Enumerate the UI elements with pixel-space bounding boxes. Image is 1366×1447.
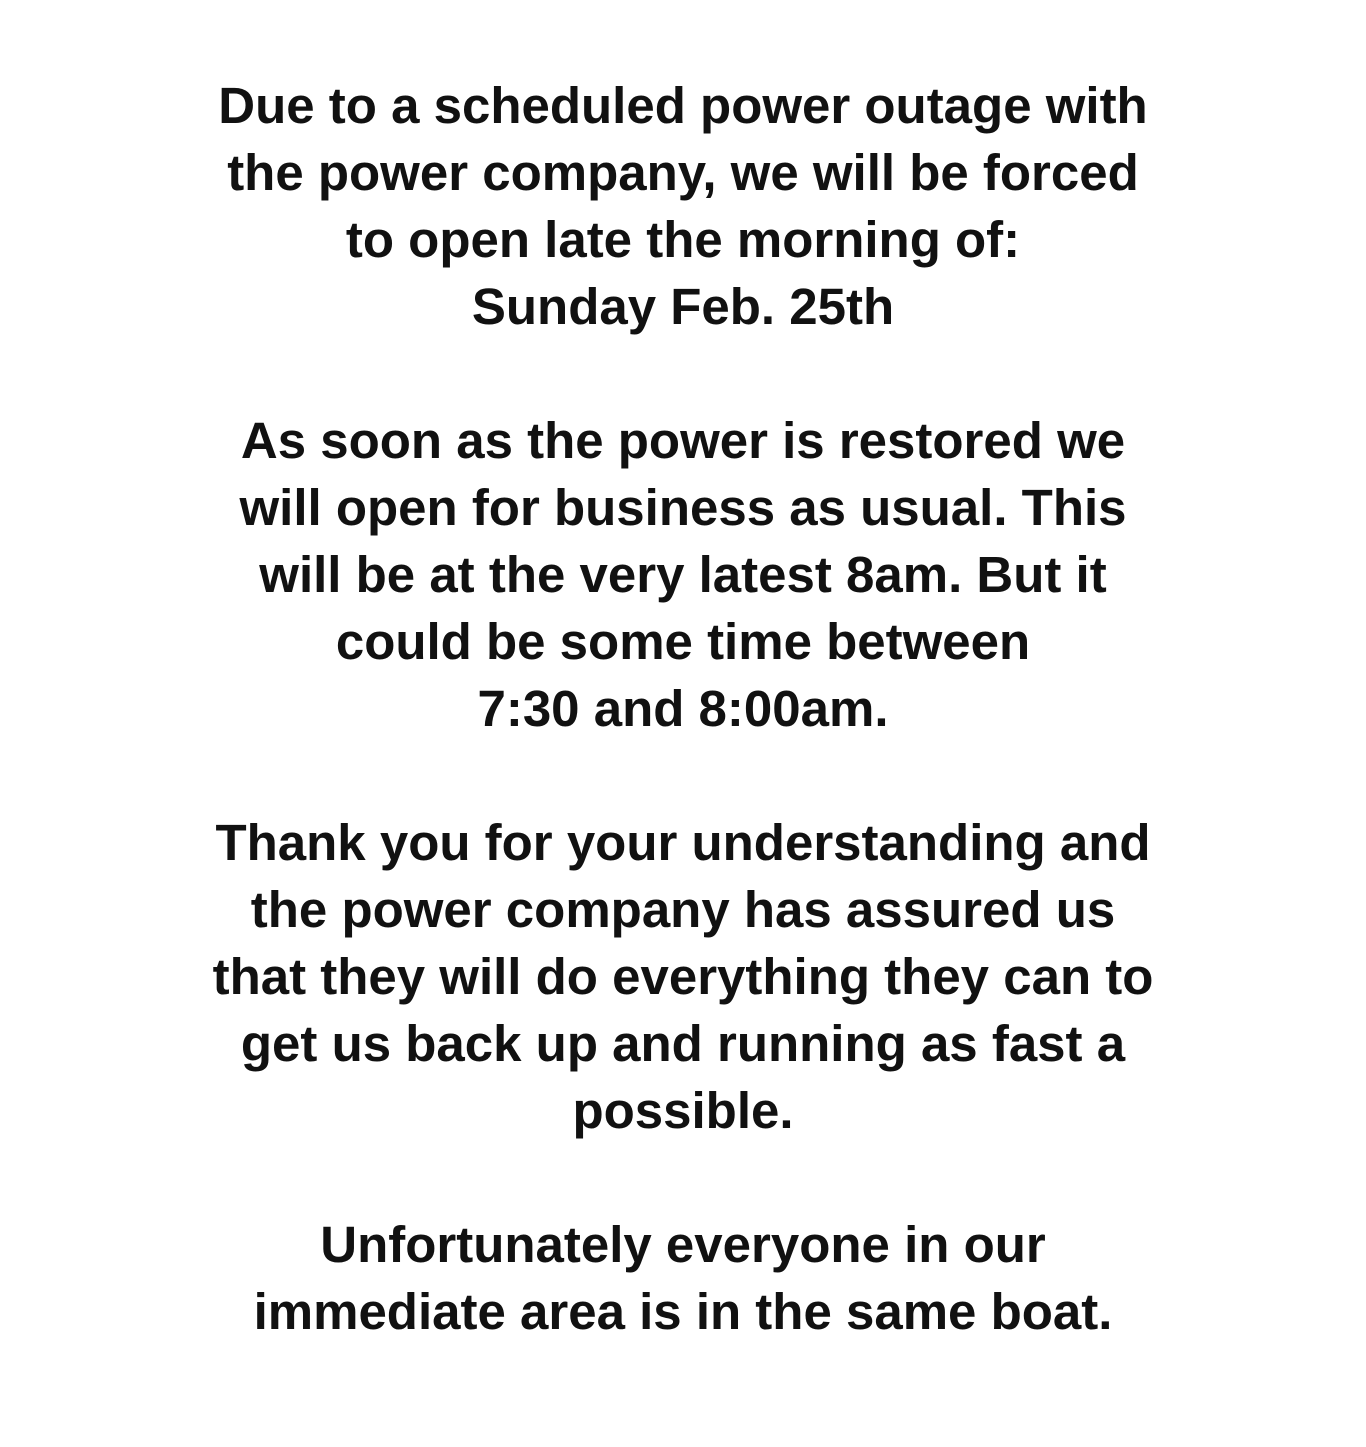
notice-line: that they will do everything they can to bbox=[212, 948, 1154, 1005]
notice-line: the power company has assured us bbox=[250, 881, 1116, 938]
paragraph-spacer bbox=[0, 742, 1366, 809]
notice-date-line: Sunday Feb. 25th bbox=[471, 278, 895, 335]
notice-paragraph-area bbox=[0, 1211, 1366, 1345]
paragraph-spacer bbox=[0, 340, 1366, 407]
notice-line: Due to a scheduled power outage with bbox=[218, 77, 1148, 134]
notice-time-line: 7:30 and 8:00am. bbox=[477, 680, 889, 737]
notice-paragraph-outage bbox=[0, 72, 1366, 340]
notice-line: As soon as the power is restored we bbox=[240, 412, 1126, 469]
outage-notice bbox=[0, 72, 1366, 1345]
notice-line: will be at the very latest 8am. But it bbox=[259, 546, 1107, 603]
paragraph-spacer bbox=[0, 1144, 1366, 1211]
notice-line: get us back up and running as fast a bbox=[240, 1015, 1126, 1072]
notice-line: possible. bbox=[572, 1082, 794, 1139]
notice-line: Thank you for your understanding and bbox=[215, 814, 1151, 871]
notice-line: immediate area is in the same boat. bbox=[253, 1283, 1113, 1340]
notice-paragraph-opening-time bbox=[0, 407, 1366, 742]
notice-line: will open for business as usual. This bbox=[239, 479, 1127, 536]
notice-line: Unfortunately everyone in our bbox=[320, 1216, 1046, 1273]
notice-line: to open late the morning of: bbox=[345, 211, 1021, 268]
notice-line: could be some time between bbox=[335, 613, 1031, 670]
notice-paragraph-thanks bbox=[0, 809, 1366, 1144]
notice-line: the power company, we will be forced bbox=[227, 144, 1139, 201]
